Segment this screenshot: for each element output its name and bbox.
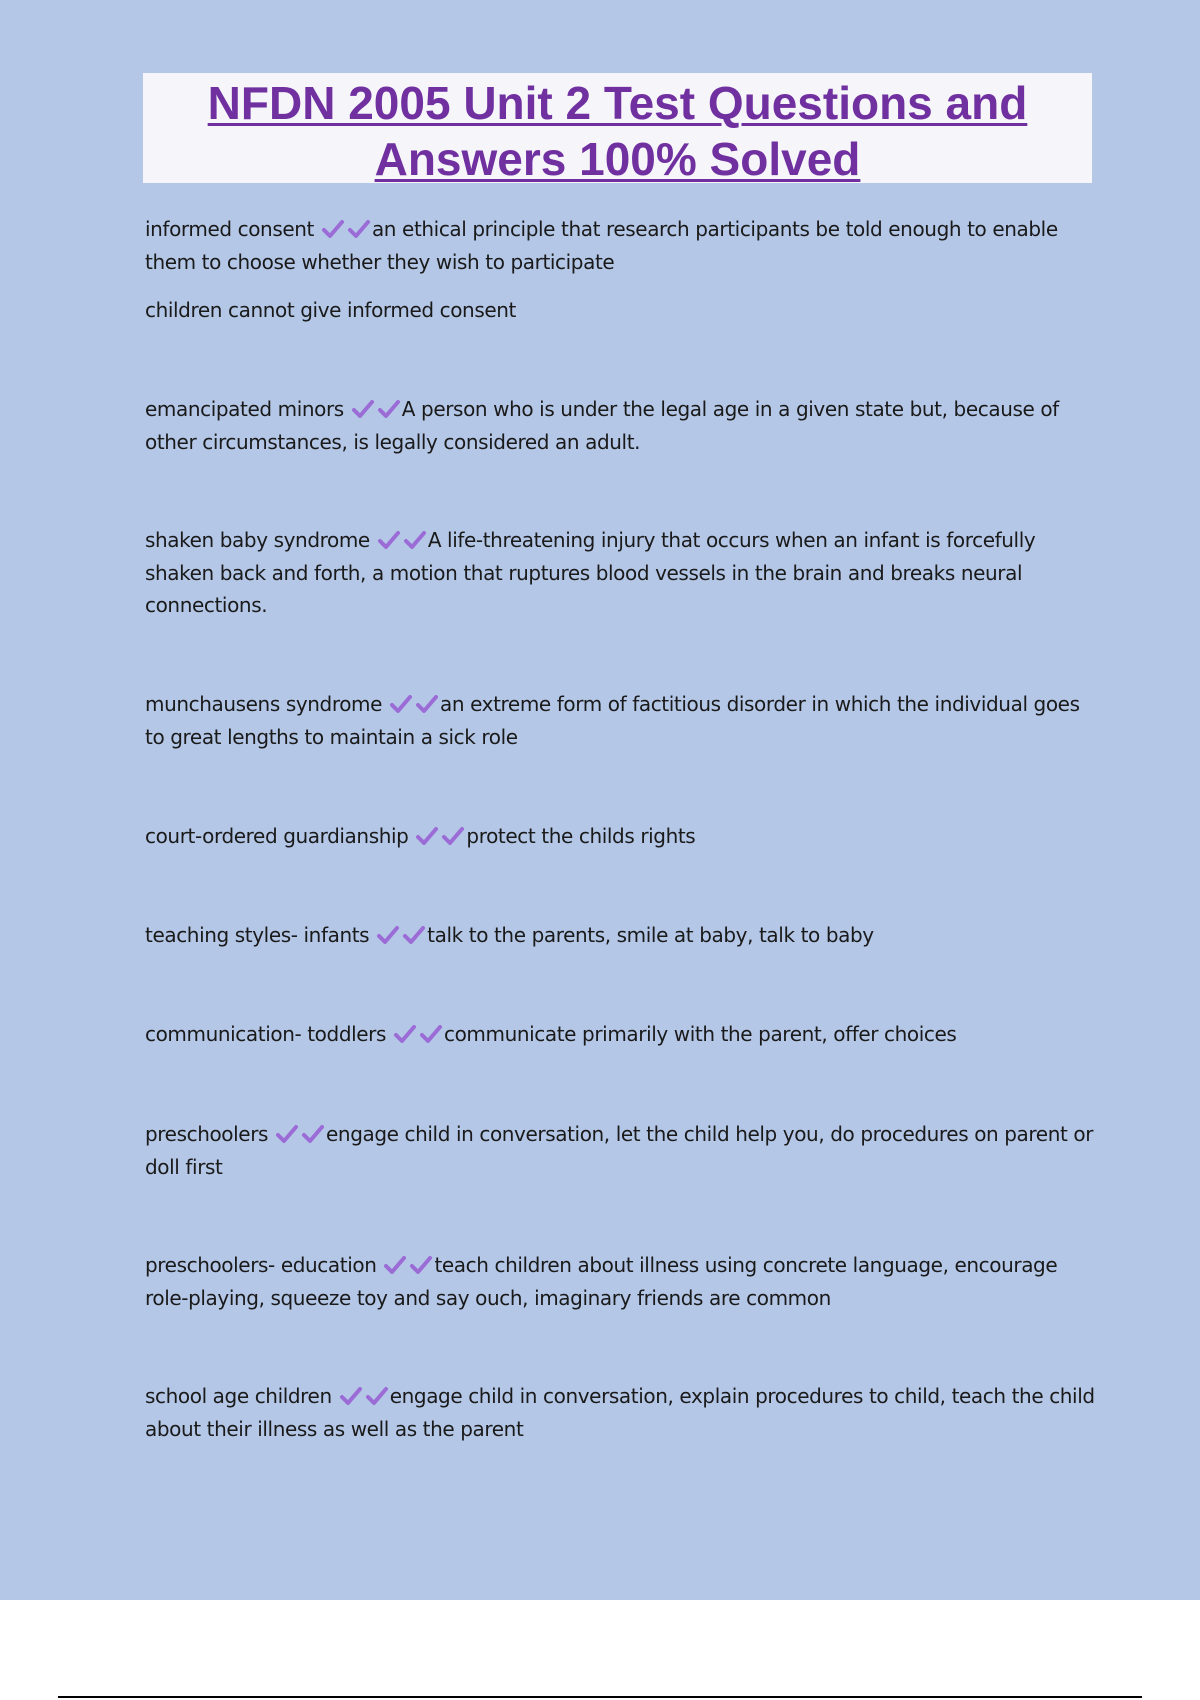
qa-entry-emancipated-minors [145, 393, 1100, 458]
entry-definition: A person who is under the legal age in a given state but, because of other circumstances, is legally considered an adult. [145, 397, 1059, 454]
qa-entry-court-guardianship [145, 820, 695, 853]
checkmark-icon [376, 924, 400, 946]
entry-term: school age children [145, 1384, 332, 1408]
qa-entry-communication-toddlers [145, 1018, 956, 1051]
entry-term: communication- toddlers [145, 1022, 387, 1046]
checkmark-icon [347, 218, 371, 240]
checkmark-icon [415, 693, 439, 715]
qa-entry-preschoolers [145, 1118, 1100, 1183]
entry-definition: an ethical principle that research participants be told enough to enable them to choose whether they wish to participate [145, 217, 1058, 274]
checkmark-icon [383, 1254, 407, 1276]
checkmark-icon [351, 398, 375, 420]
entry-term: court-ordered guardianship [145, 824, 409, 848]
entry-term: shaken baby syndrome [145, 528, 370, 552]
qa-entry-munchausens [145, 688, 1100, 753]
entry-definition: talk to the parents, smile at baby, talk to baby [427, 923, 874, 947]
entry-note: children cannot give informed consent [145, 298, 516, 322]
checkmark-icon [419, 1023, 443, 1045]
qa-entry-preschoolers-education [145, 1249, 1100, 1314]
checkmark-icon [389, 693, 413, 715]
entry-definition: engage child in conversation, explain procedures to child, teach the child about their illness as well as the parent [145, 1384, 1095, 1441]
entry-definition: an extreme form of factitious disorder in which the individual goes to great lengths to maintain a sick role [145, 692, 1080, 749]
entry-definition: A life-threatening injury that occurs when an infant is forcefully shaken back and forth, a motion that ruptures blood vessels in the brain and breaks neural connections. [145, 528, 1036, 617]
checkmark-icon [377, 529, 401, 551]
qa-entry-informed-consent [145, 213, 1100, 278]
checkmark-icon [393, 1023, 417, 1045]
checkmark-icon [403, 529, 427, 551]
entry-definition: protect the childs rights [466, 824, 696, 848]
qa-entry-teaching-infants [145, 919, 874, 952]
checkmark-icon [301, 1123, 325, 1145]
title-line-1: NFDN 2005 Unit 2 Test Questions and [207, 77, 1028, 129]
entry-term: preschoolers- education [145, 1253, 377, 1277]
checkmark-icon [275, 1123, 299, 1145]
entry-definition: communicate primarily with the parent, offer choices [443, 1022, 957, 1046]
title-line-2: Answers 100% Solved [374, 133, 861, 185]
entry-definition: teach children about illness using concrete language, encourage role-playing, squeeze toy and say ouch, imaginary friends are common [145, 1253, 1058, 1310]
entry-term: teaching styles- infants [145, 923, 370, 947]
entry-term: munchausens syndrome [145, 692, 383, 716]
checkmark-icon [365, 1385, 389, 1407]
entry-term: emancipated minors [145, 397, 344, 421]
entry-term: preschoolers [145, 1122, 269, 1146]
checkmark-icon [409, 1254, 433, 1276]
entry-definition: engage child in conversation, let the child help you, do procedures on parent or doll first [145, 1122, 1094, 1179]
entry-term: informed consent [145, 217, 314, 241]
checkmark-icon [402, 924, 426, 946]
checkmark-icon [441, 825, 465, 847]
qa-entry-shaken-baby [145, 524, 1100, 622]
footer-divider [58, 1696, 1142, 1698]
checkmark-icon [339, 1385, 363, 1407]
document-title [143, 73, 1092, 187]
qa-note-children [145, 294, 516, 327]
qa-entry-school-age [145, 1380, 1100, 1445]
title-box [143, 73, 1092, 183]
checkmark-icon [415, 825, 439, 847]
checkmark-icon [377, 398, 401, 420]
checkmark-icon [321, 218, 345, 240]
